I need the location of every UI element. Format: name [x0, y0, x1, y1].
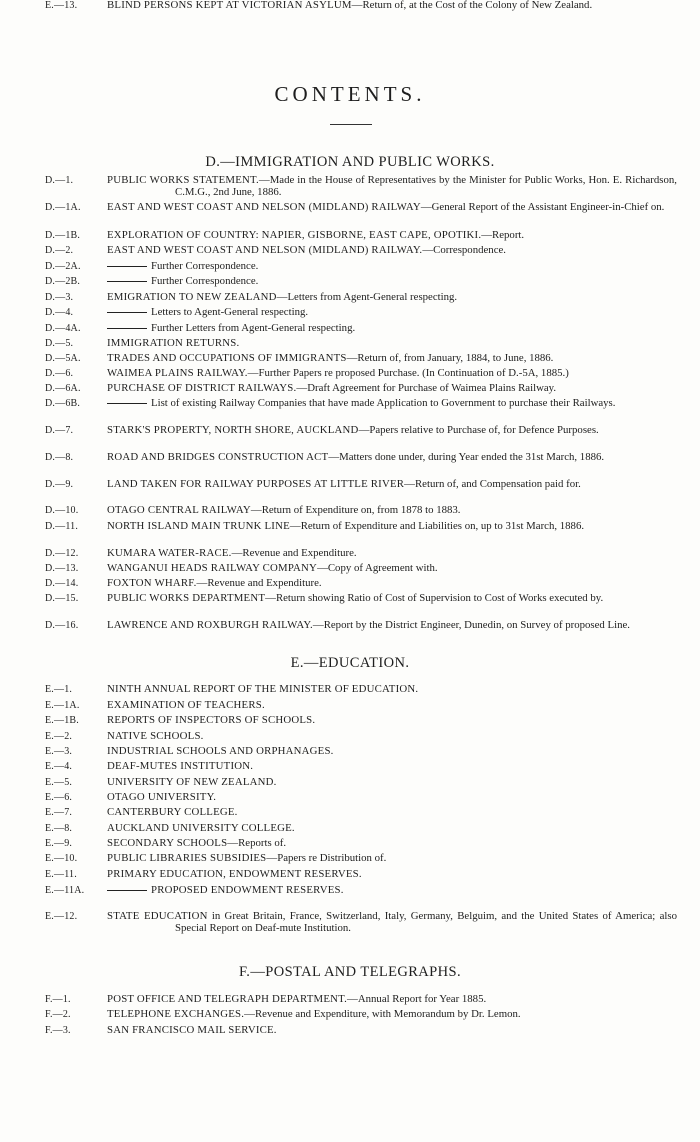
entry-code: E.—8.	[45, 823, 73, 834]
entry-text	[107, 0, 677, 12]
ditto-rule	[107, 312, 147, 313]
entry-code: D.—1B.	[45, 230, 81, 241]
entry-text	[107, 323, 677, 335]
entry-code: D.—5.	[45, 338, 74, 349]
entry-text	[107, 479, 677, 491]
entry-heading: PRIMARY EDUCATION, ENDOWMENT RESERVES.	[107, 868, 362, 880]
entry-code: E.—9.	[45, 838, 73, 849]
ditto-rule	[107, 890, 147, 891]
entry-description: —Return showing Ratio of Cost of Supervision to Cost of Works executed by.	[265, 592, 604, 604]
entry-code: E.—7.	[45, 807, 73, 818]
entry-code: E.—4.	[45, 761, 73, 772]
entry-text	[107, 202, 677, 214]
entry-code: E.—1.	[45, 684, 73, 695]
entry-code: E.—11A.	[45, 885, 85, 896]
entry-description: —Further Papers re proposed Purchase. (In Continuation of D.-5A, 1885.)	[247, 367, 569, 379]
entry-description: —Return of Expenditure on, from 1878 to 1883.	[250, 504, 461, 516]
entry-code: D.—2A.	[45, 261, 81, 272]
entry-description: —Made in the House of Representatives by the Minister for Public Works, Hon. E. Richardson, C.M.G., 2nd June, 1886.	[175, 174, 678, 198]
entry-heading: WAIMEA PLAINS RAILWAY.	[107, 367, 248, 379]
entry-text	[107, 261, 677, 273]
ditto-rule	[107, 403, 147, 404]
entry-text	[107, 823, 677, 835]
title-rule	[330, 124, 372, 125]
entry-description: —Revenue and Expenditure, with Memorandum by Dr. Lemon.	[244, 1008, 521, 1020]
entry-code: D.—1.	[45, 175, 74, 186]
entry-text	[107, 1025, 677, 1037]
entry-text	[107, 383, 677, 395]
entry-heading: SECONDARY SCHOOLS	[107, 837, 228, 849]
entry-heading: INDUSTRIAL SCHOOLS AND ORPHANAGES.	[107, 745, 334, 757]
entry-code: D.—14.	[45, 578, 79, 589]
entry-heading: AUCKLAND UNIVERSITY COLLEGE.	[107, 822, 295, 834]
entry-text	[107, 593, 677, 605]
entry-description: —Return of, and Compensation paid for.	[404, 478, 581, 490]
entry-text	[107, 911, 677, 934]
entry-code: D.—6A.	[45, 383, 81, 394]
entry-heading: NORTH ISLAND MAIN TRUNK LINE	[107, 520, 290, 532]
entry-heading: LAND TAKEN FOR RAILWAY PURPOSES AT LITTLE RIVER	[107, 478, 405, 490]
entry-description: —Report by the District Engineer, Dunedin, on Survey of proposed Line.	[312, 619, 631, 631]
entry-description: —Papers relative to Purchase of, for Defence Purposes.	[358, 424, 599, 436]
ditto-rule	[107, 328, 147, 329]
entry-code: D.—11.	[45, 521, 79, 532]
entry-code: D.—7.	[45, 425, 74, 436]
entry-description: —Return of, from January, 1884, to June, 1886.	[346, 352, 554, 364]
entry-code: D.—9.	[45, 479, 74, 490]
entry-text	[107, 885, 677, 897]
entry-heading: PUBLIC WORKS STATEMENT.	[107, 174, 259, 186]
entry-text	[107, 368, 677, 380]
entry-description: Further Letters from Agent-General respecting.	[151, 322, 356, 334]
entry-heading: PUBLIC LIBRARIES SUBSIDIES	[107, 852, 267, 864]
entry-description: —Return of Expenditure and Liabilities on, up to 31st March, 1886.	[289, 520, 585, 532]
entry-text	[107, 307, 677, 319]
entry-code: D.—10.	[45, 505, 79, 516]
entry-heading: LAWRENCE AND ROXBURGH RAILWAY.	[107, 619, 313, 631]
entry-code: D.—5A.	[45, 353, 81, 364]
entry-description: —Reports of.	[227, 837, 287, 849]
entry-text	[107, 715, 677, 727]
section-heading: F.—POSTAL AND TELEGRAPHS.	[239, 964, 461, 980]
entry-description: Letters to Agent-General respecting.	[151, 306, 309, 318]
entry-code: D.—1A.	[45, 202, 81, 213]
entry-text	[107, 700, 677, 712]
entry-code: E.—1A.	[45, 700, 80, 711]
entry-heading: PURCHASE OF DISTRICT RAILWAYS.	[107, 382, 297, 394]
entry-description: —Correspondence.	[422, 244, 506, 256]
entry-text	[107, 853, 677, 865]
entry-text	[107, 869, 677, 881]
entry-heading: POST OFFICE AND TELEGRAPH DEPARTMENT.	[107, 993, 348, 1005]
page-title: CONTENTS.	[274, 82, 426, 106]
entry-description: —Draft Agreement for Purchase of Waimea Plains Railway.	[296, 382, 557, 394]
entry-text	[107, 761, 677, 773]
section-heading: E.—EDUCATION.	[290, 655, 410, 671]
entry-code: E.—13.	[45, 0, 78, 11]
entry-text	[107, 230, 677, 242]
entry-text	[107, 276, 677, 288]
entry-text	[107, 620, 677, 632]
entry-code: D.—2B.	[45, 276, 81, 287]
entry-text	[107, 338, 677, 350]
entry-text	[107, 353, 677, 365]
ditto-rule	[107, 281, 147, 282]
section-heading: D.—IMMIGRATION AND PUBLIC WORKS.	[205, 154, 495, 170]
entry-description: —Revenue and Expenditure.	[196, 577, 322, 589]
entry-code: F.—1.	[45, 994, 71, 1005]
entry-text	[107, 578, 677, 590]
entry-description: in Great Britain, France, Switzerland, Italy, Germany, Belguim, and the United States of America; also Special Report on Deaf-mute Institution.	[175, 910, 677, 934]
entry-heading: STARK'S PROPERTY, NORTH SHORE, AUCKLAND	[107, 424, 359, 436]
entry-heading: TELEPHONE EXCHANGES.	[107, 1008, 245, 1020]
entry-heading: STATE EDUCATION	[107, 910, 208, 922]
entry-description: —Report.	[481, 229, 525, 241]
entry-heading: FOXTON WHARF.	[107, 577, 197, 589]
entry-heading: SAN FRANCISCO MAIL SERVICE.	[107, 1024, 277, 1036]
entry-heading: OTAGO UNIVERSITY.	[107, 791, 217, 803]
entry-heading: IMMIGRATION RETURNS.	[107, 337, 240, 349]
entry-text	[107, 563, 677, 575]
entry-text	[107, 777, 677, 789]
entry-heading: EMIGRATION TO NEW ZEALAND	[107, 291, 277, 303]
entry-heading: NATIVE SCHOOLS.	[107, 730, 204, 742]
entry-code: D.—4A.	[45, 323, 81, 334]
entry-heading: DEAF-MUTES INSTITUTION.	[107, 760, 254, 772]
entry-code: D.—12.	[45, 548, 79, 559]
entry-text	[107, 548, 677, 560]
entry-code: F.—3.	[45, 1025, 71, 1036]
entry-heading: REPORTS OF INSPECTORS OF SCHOOLS.	[107, 714, 316, 726]
entry-description: —General Report of the Assistant Engineer-in-Chief on.	[420, 201, 665, 213]
entry-code: E.—12.	[45, 911, 78, 922]
entry-code: E.—5.	[45, 777, 73, 788]
entry-text	[107, 425, 677, 437]
entry-description: —Return of, at the Cost of the Colony of New Zealand.	[351, 0, 593, 11]
entry-heading: OTAGO CENTRAL RAILWAY	[107, 504, 251, 516]
entry-text	[107, 994, 677, 1006]
entry-code: F.—2.	[45, 1009, 71, 1020]
entry-code: E.—11.	[45, 869, 77, 880]
entry-description: —Copy of Agreement with.	[317, 562, 438, 574]
entry-code: D.—2.	[45, 245, 74, 256]
entry-text	[107, 1009, 677, 1021]
entry-code: D.—6B.	[45, 398, 81, 409]
entry-heading: PUBLIC WORKS DEPARTMENT	[107, 592, 266, 604]
entry-text	[107, 731, 677, 743]
entry-description: Further Correspondence.	[151, 275, 259, 287]
entry-heading: ROAD AND BRIDGES CONSTRUCTION ACT	[107, 451, 329, 463]
entry-text	[107, 292, 677, 304]
entry-description: —Matters done under, during Year ended the 31st March, 1886.	[328, 451, 605, 463]
entry-description: Further Correspondence.	[151, 260, 259, 272]
entry-description: —Letters from Agent-General respecting.	[276, 291, 458, 303]
entry-description: —Revenue and Expenditure.	[231, 547, 357, 559]
entry-text	[107, 505, 677, 517]
entry-code: D.—3.	[45, 292, 74, 303]
entry-text	[107, 452, 677, 464]
entry-heading: TRADES AND OCCUPATIONS OF IMMIGRANTS	[107, 352, 347, 364]
entry-text	[107, 807, 677, 819]
entry-heading: EAST AND WEST COAST AND NELSON (MIDLAND) RAILWAY	[107, 201, 421, 213]
entry-code: D.—16.	[45, 620, 79, 631]
entry-heading: PROPOSED ENDOWMENT RESERVES.	[151, 884, 344, 896]
entry-text	[107, 398, 677, 410]
entry-heading: EXPLORATION OF COUNTRY: NAPIER, GISBORNE, EAST CAPE, OPOTIKI.	[107, 229, 482, 241]
entry-code: E.—1B.	[45, 715, 79, 726]
entry-heading: UNIVERSITY OF NEW ZEALAND.	[107, 776, 277, 788]
entry-text	[107, 245, 677, 257]
entry-text	[107, 792, 677, 804]
entry-heading: EAST AND WEST COAST AND NELSON (MIDLAND) RAILWAY.	[107, 244, 423, 256]
entry-heading: NINTH ANNUAL REPORT OF THE MINISTER OF EDUCATION.	[107, 683, 419, 695]
entry-code: D.—15.	[45, 593, 79, 604]
entry-code: E.—10.	[45, 853, 78, 864]
entry-text	[107, 684, 677, 696]
entry-code: D.—8.	[45, 452, 74, 463]
entry-heading: KUMARA WATER-RACE.	[107, 547, 232, 559]
ditto-rule	[107, 266, 147, 267]
entry-text	[107, 175, 677, 198]
entry-code: E.—6.	[45, 792, 73, 803]
entry-description: —Annual Report for Year 1885.	[347, 993, 487, 1005]
entry-code: E.—2.	[45, 731, 73, 742]
entry-code: D.—13.	[45, 563, 79, 574]
entry-code: D.—4.	[45, 307, 74, 318]
entry-code: E.—3.	[45, 746, 73, 757]
entry-heading: WANGANUI HEADS RAILWAY COMPANY	[107, 562, 318, 574]
entry-heading: EXAMINATION OF TEACHERS.	[107, 699, 265, 711]
entry-code: D.—6.	[45, 368, 74, 379]
entry-description: —Papers re Distribution of.	[266, 852, 387, 864]
entry-heading: CANTERBURY COLLEGE.	[107, 806, 238, 818]
entry-heading: BLIND PERSONS KEPT AT VICTORIAN ASYLUM	[107, 0, 352, 11]
entry-text	[107, 521, 677, 533]
entry-text	[107, 838, 677, 850]
entry-text	[107, 746, 677, 758]
entry-description: List of existing Railway Companies that have made Application to Government to purchase their Railways.	[151, 397, 616, 409]
